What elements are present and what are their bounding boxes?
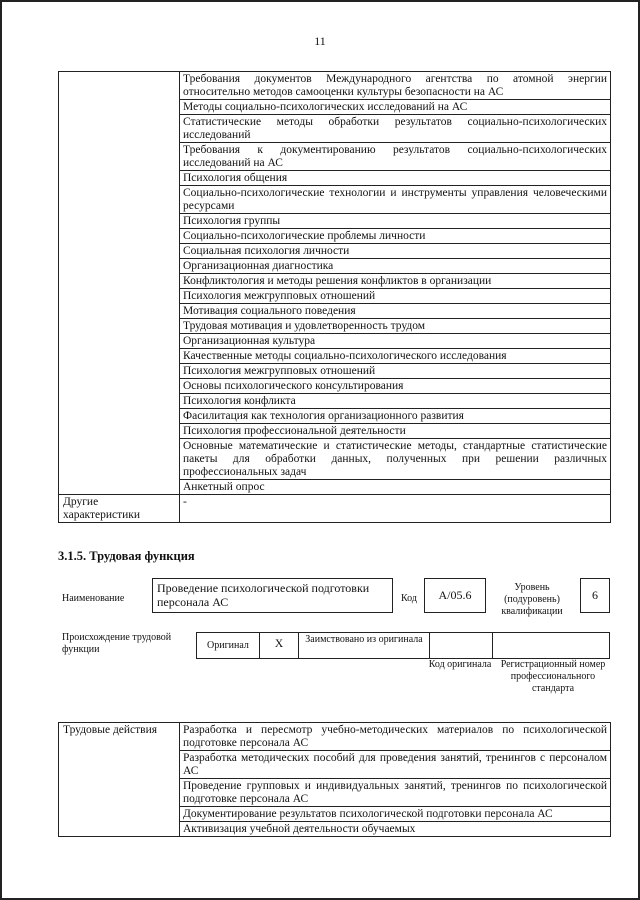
original-label: Оригинал	[207, 640, 249, 651]
action-item: Разработка и пересмотр учебно-методических материалов по психологической подготовке персонала АС	[180, 723, 611, 751]
requirement-label	[59, 72, 180, 495]
borrowed-label: Заимствовано из оригинала	[305, 634, 423, 645]
original-mark: X	[259, 632, 299, 659]
actions-table	[58, 722, 611, 837]
requirement-item: Психология межгрупповых отношений	[180, 289, 611, 304]
requirement-item: Статистические методы обработки результатов социально-психологических исследований	[180, 115, 611, 143]
action-item: Разработка методических пособий для проведения занятий, тренингов с персоналом АС	[180, 751, 611, 779]
requirement-item: Основы психологического консультирования	[180, 379, 611, 394]
origin-label: Происхождение трудовой функции	[62, 632, 172, 655]
action-label: Трудовые действия	[59, 723, 180, 837]
requirement-item: Трудовая мотивация и удовлетворенность трудом	[180, 319, 611, 334]
requirement-item: Анкетный опрос	[180, 480, 611, 495]
requirement-item: Психология группы	[180, 214, 611, 229]
requirement-item: Социально-психологические технологии и инструменты управления человеческими ресурсами	[180, 186, 611, 214]
other-row	[59, 495, 611, 523]
action-item: Документирование результатов психологической подготовки персонала АС	[180, 807, 611, 822]
requirement-item: Мотивация социального поведения	[180, 304, 611, 319]
action-row	[59, 723, 611, 751]
other-label: Другие характеристики	[59, 495, 180, 523]
function-name-value: Проведение психологической подготовки персонала АС	[152, 578, 393, 613]
other-value: -	[180, 495, 611, 523]
requirement-item: Качественные методы социально-психологического исследования	[180, 349, 611, 364]
origin-code-caption: Код оригинала	[428, 659, 492, 670]
code-label: Код	[401, 593, 417, 604]
requirement-row	[59, 72, 611, 100]
name-label: Наименование	[62, 593, 125, 604]
page-number: 11	[314, 34, 326, 48]
level-label: Уровень (подуровень) квалификации	[501, 582, 563, 617]
requirement-item: Методы социально-психологических исследований на АС	[180, 100, 611, 115]
origin-code-cell	[429, 632, 493, 659]
requirement-item: Организационная культура	[180, 334, 611, 349]
requirement-item: Требования к документированию результатов социально-психологических исследований на АС	[180, 143, 611, 171]
section-title: 3.1.5. Трудовая функция	[58, 549, 195, 563]
requirement-item: Социальная психология личности	[180, 244, 611, 259]
requirement-item: Психология общения	[180, 171, 611, 186]
requirements-table	[58, 71, 611, 523]
action-item: Активизация учебной деятельности обучаемых	[180, 822, 611, 837]
requirement-item: Организационная диагностика	[180, 259, 611, 274]
requirement-item: Фасилитация как технология организационного развития	[180, 409, 611, 424]
function-code-value: A/05.6	[424, 578, 486, 613]
requirement-item: Психология профессиональной деятельности	[180, 424, 611, 439]
origin-box	[196, 632, 610, 659]
requirement-item: Психология межгрупповых отношений	[180, 364, 611, 379]
reg-number-caption: Регистрационный номер профессионального стандарта	[500, 659, 606, 694]
requirement-item: Основные математические и статистические методы, стандартные статистические пакеты для обработки данных, полученных при решении различных профессиональных задач	[180, 439, 611, 480]
action-item: Проведение групповых и индивидуальных занятий, тренингов по психологической подготовке персонала АС	[180, 779, 611, 807]
requirement-item: Требования документов Международного агентства по атомной энергии относительно методов самооценки культуры безопасности на АС	[180, 72, 611, 100]
requirement-item: Психология конфликта	[180, 394, 611, 409]
requirement-item: Конфликтология и методы решения конфликтов в организации	[180, 274, 611, 289]
level-value: 6	[580, 578, 610, 613]
requirement-item: Социально-психологические проблемы личности	[180, 229, 611, 244]
